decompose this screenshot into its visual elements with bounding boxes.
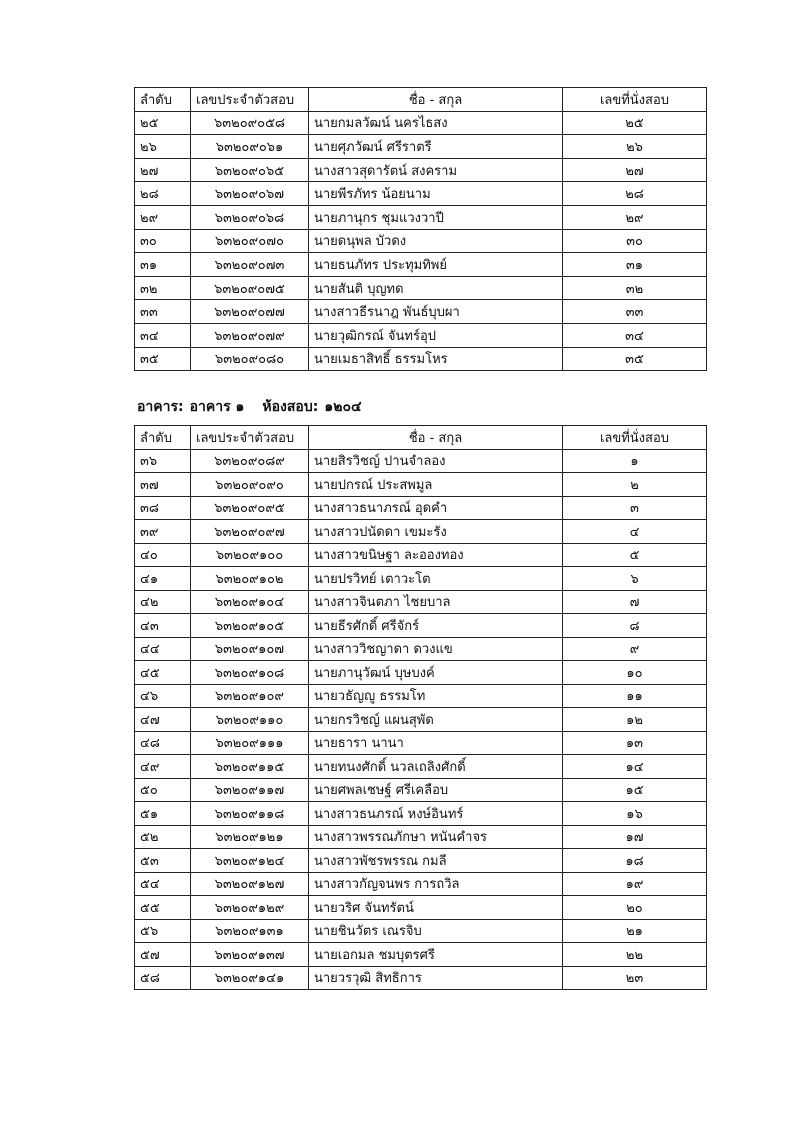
cell-seat: ๓๓ [563, 300, 707, 324]
cell-order: ๓๕ [135, 347, 191, 371]
table-row [135, 543, 707, 567]
cell-order: ๔๙ [135, 755, 191, 779]
table-row [135, 778, 707, 802]
cell-exam-id: ๖๓๒๐๙๑๐๘ [191, 661, 309, 685]
cell-name: นางสาววิชญาดา ดวงแข [309, 637, 563, 661]
cell-name: นายภานุกร ชุมแวงวาปี [309, 205, 563, 229]
table-row [135, 590, 707, 614]
cell-order: ๓๓ [135, 300, 191, 324]
cell-name: นายชินวัตร เณรจิบ [309, 919, 563, 943]
cell-seat: ๒๖ [563, 135, 707, 159]
cell-order: ๒๖ [135, 135, 191, 159]
cell-order: ๕๘ [135, 966, 191, 990]
cell-exam-id: ๖๓๒๐๙๐๗๗ [191, 300, 309, 324]
cell-exam-id: ๖๓๒๐๙๑๑๘ [191, 802, 309, 826]
room-label: ห้องสอบ: [262, 399, 319, 415]
table-row [135, 943, 707, 967]
cell-name: นายพีรภัทร น้อยนาม [309, 182, 563, 206]
cell-seat: ๑๒ [563, 708, 707, 732]
cell-seat: ๓๐ [563, 229, 707, 253]
cell-seat: ๒๙ [563, 205, 707, 229]
cell-seat: ๗ [563, 590, 707, 614]
table-row [135, 300, 707, 324]
cell-seat: ๑๕ [563, 778, 707, 802]
cell-order: ๓๘ [135, 496, 191, 520]
cell-name: นายวธัญญู ธรรมโท [309, 684, 563, 708]
cell-name: นางสาวสุดารัตน์ สงคราม [309, 158, 563, 182]
cell-name: นายกรวิชญ์ แผนสุพัด [309, 708, 563, 732]
table-row [135, 637, 707, 661]
cell-order: ๒๙ [135, 205, 191, 229]
cell-exam-id: ๖๓๒๐๙๑๒๔ [191, 849, 309, 873]
table-row [135, 708, 707, 732]
cell-exam-id: ๖๓๒๐๙๑๓๗ [191, 943, 309, 967]
table-body [135, 111, 707, 371]
cell-exam-id: ๖๓๒๐๙๐๘๐ [191, 347, 309, 371]
cell-order: ๓๐ [135, 229, 191, 253]
cell-order: ๔๕ [135, 661, 191, 685]
table-row [135, 567, 707, 591]
table-row [135, 276, 707, 300]
cell-name: นางสาวพัชรพรรณ กมลี [309, 849, 563, 873]
header-exam-id: เลขประจำตัวสอบ [191, 426, 309, 450]
cell-seat: ๖ [563, 567, 707, 591]
cell-name: นายธารา นานา [309, 731, 563, 755]
cell-name: นายศุภวัฒน์ ศรีราตรี [309, 135, 563, 159]
cell-seat: ๑๐ [563, 661, 707, 685]
table-row [135, 919, 707, 943]
cell-exam-id: ๖๓๒๐๙๐๕๘ [191, 111, 309, 135]
table-row [135, 135, 707, 159]
cell-name: นางสาวกัญจนพร การถวิล [309, 872, 563, 896]
cell-name: นายทนงศักดิ์ นวลเถลิงศักดิ์ [309, 755, 563, 779]
seating-table-1 [134, 87, 707, 371]
cell-name: นายสิรวิชญ์ ปานจำลอง [309, 449, 563, 473]
cell-order: ๒๘ [135, 182, 191, 206]
cell-seat: ๓๒ [563, 276, 707, 300]
table-header-row [135, 426, 707, 450]
cell-name: นายภานุวัฒน์ บุษบงค์ [309, 661, 563, 685]
cell-seat: ๑๑ [563, 684, 707, 708]
header-name: ชื่อ - สกุล [309, 426, 563, 450]
cell-order: ๓๑ [135, 253, 191, 277]
cell-exam-id: ๖๓๒๐๙๑๐๔ [191, 590, 309, 614]
cell-exam-id: ๖๓๒๐๙๐๖๕ [191, 158, 309, 182]
cell-name: นายเอกมล ชมบุตรศรี [309, 943, 563, 967]
cell-order: ๕๕ [135, 896, 191, 920]
cell-seat: ๑๙ [563, 872, 707, 896]
table-row [135, 896, 707, 920]
cell-name: นายปกรณ์ ประสพมูล [309, 473, 563, 497]
cell-name: นายดนุพล บัวดง [309, 229, 563, 253]
table-row [135, 520, 707, 544]
cell-seat: ๒๐ [563, 896, 707, 920]
cell-name: นายวริศ จันทรัตน์ [309, 896, 563, 920]
cell-seat: ๔ [563, 520, 707, 544]
cell-exam-id: ๖๓๒๐๙๑๓๑ [191, 919, 309, 943]
cell-seat: ๙ [563, 637, 707, 661]
cell-exam-id: ๖๓๒๐๙๑๑๗ [191, 778, 309, 802]
cell-exam-id: ๖๓๒๐๙๐๖๑ [191, 135, 309, 159]
table-row [135, 111, 707, 135]
header-order: ลำดับ [135, 426, 191, 450]
cell-exam-id: ๖๓๒๐๙๐๗๐ [191, 229, 309, 253]
cell-name: นางสาวธีรนาฎ พันธ์บุบผา [309, 300, 563, 324]
header-exam-id: เลขประจำตัวสอบ [191, 88, 309, 112]
cell-order: ๓๖ [135, 449, 191, 473]
cell-order: ๒๗ [135, 158, 191, 182]
table-row [135, 182, 707, 206]
cell-order: ๕๔ [135, 872, 191, 896]
cell-seat: ๓ [563, 496, 707, 520]
cell-order: ๔๔ [135, 637, 191, 661]
cell-exam-id: ๖๓๒๐๙๐๗๕ [191, 276, 309, 300]
cell-seat: ๒๑ [563, 919, 707, 943]
cell-exam-id: ๖๓๒๐๙๑๑๕ [191, 755, 309, 779]
cell-order: ๕๐ [135, 778, 191, 802]
table-header-row [135, 88, 707, 112]
cell-exam-id: ๖๓๒๐๙๐๗๓ [191, 253, 309, 277]
cell-name: นายกมลวัฒน์ นครไธสง [309, 111, 563, 135]
table-row [135, 496, 707, 520]
cell-exam-id: ๖๓๒๐๙๑๐๐ [191, 543, 309, 567]
cell-seat: ๑๖ [563, 802, 707, 826]
table-row [135, 825, 707, 849]
cell-order: ๕๖ [135, 919, 191, 943]
table-body [135, 449, 707, 990]
table-row [135, 205, 707, 229]
cell-order: ๕๗ [135, 943, 191, 967]
cell-seat: ๑๘ [563, 849, 707, 873]
table-row [135, 966, 707, 990]
cell-name: นายเมธาสิทธิ์ ธรรมโหร [309, 347, 563, 371]
cell-name: นายธีรศักดิ์ ศรีจักร์ [309, 614, 563, 638]
cell-exam-id: ๖๓๒๐๙๐๗๙ [191, 323, 309, 347]
cell-seat: ๓๑ [563, 253, 707, 277]
cell-order: ๔๓ [135, 614, 191, 638]
cell-seat: ๒๒ [563, 943, 707, 967]
cell-name: นายธนภัทร ประทุมทิพย์ [309, 253, 563, 277]
cell-order: ๕๒ [135, 825, 191, 849]
seating-table-2 [134, 425, 707, 990]
cell-order: ๓๔ [135, 323, 191, 347]
cell-order: ๔๗ [135, 708, 191, 732]
table-row [135, 229, 707, 253]
cell-seat: ๘ [563, 614, 707, 638]
cell-seat: ๓๔ [563, 323, 707, 347]
table-row [135, 323, 707, 347]
cell-seat: ๑๔ [563, 755, 707, 779]
cell-exam-id: ๖๓๒๐๙๑๑๑ [191, 731, 309, 755]
cell-exam-id: ๖๓๒๐๙๐๙๗ [191, 520, 309, 544]
table-row [135, 614, 707, 638]
cell-seat: ๕ [563, 543, 707, 567]
cell-exam-id: ๖๓๒๐๙๑๔๑ [191, 966, 309, 990]
cell-exam-id: ๖๓๒๐๙๐๖๘ [191, 205, 309, 229]
cell-exam-id: ๖๓๒๐๙๑๑๐ [191, 708, 309, 732]
room-value: ๑๒๐๔ [324, 399, 362, 415]
cell-seat: ๑๓ [563, 731, 707, 755]
cell-seat: ๒๕ [563, 111, 707, 135]
table-row [135, 802, 707, 826]
cell-order: ๔๑ [135, 567, 191, 591]
building-label: อาคาร: [137, 399, 184, 415]
header-order: ลำดับ [135, 88, 191, 112]
header-seat: เลขที่นั่งสอบ [563, 88, 707, 112]
cell-order: ๔๐ [135, 543, 191, 567]
table-row [135, 449, 707, 473]
cell-seat: ๓๕ [563, 347, 707, 371]
table-row [135, 158, 707, 182]
table-row [135, 872, 707, 896]
cell-exam-id: ๖๓๒๐๙๐๙๐ [191, 473, 309, 497]
cell-name: นายวรวุฒิ สิทธิการ [309, 966, 563, 990]
table-row [135, 473, 707, 497]
cell-exam-id: ๖๓๒๐๙๑๐๕ [191, 614, 309, 638]
cell-order: ๓๙ [135, 520, 191, 544]
cell-exam-id: ๖๓๒๐๙๐๙๕ [191, 496, 309, 520]
cell-exam-id: ๖๓๒๐๙๑๒๑ [191, 825, 309, 849]
table-row [135, 684, 707, 708]
cell-order: ๔๒ [135, 590, 191, 614]
header-seat: เลขที่นั่งสอบ [563, 426, 707, 450]
cell-exam-id: ๖๓๒๐๙๑๒๗ [191, 872, 309, 896]
header-name: ชื่อ - สกุล [309, 88, 563, 112]
cell-name: นายศพลเชษฐ์ ศรีเคลือบ [309, 778, 563, 802]
table-row [135, 849, 707, 873]
cell-seat: ๒๗ [563, 158, 707, 182]
table-row [135, 661, 707, 685]
cell-order: ๓๗ [135, 473, 191, 497]
cell-seat: ๒ [563, 473, 707, 497]
building-value: อาคาร ๑ [189, 399, 245, 415]
cell-order: ๓๒ [135, 276, 191, 300]
cell-order: ๒๕ [135, 111, 191, 135]
cell-order: ๔๘ [135, 731, 191, 755]
cell-seat: ๑๗ [563, 825, 707, 849]
cell-name: นางสาวธนาภรณ์ อุดคำ [309, 496, 563, 520]
cell-name: นางสาวจินตภา ไชยบาล [309, 590, 563, 614]
table-row [135, 755, 707, 779]
room-heading [137, 396, 368, 418]
cell-exam-id: ๖๓๒๐๙๐๘๙ [191, 449, 309, 473]
cell-name: นางสาวขนิษฐา ละอองทอง [309, 543, 563, 567]
cell-name: นายวุฒิกรณ์ จันทร์อุป [309, 323, 563, 347]
cell-name: นางสาวธนภรณ์ หงษ์อินทร์ [309, 802, 563, 826]
cell-seat: ๑ [563, 449, 707, 473]
table-row [135, 253, 707, 277]
table-row [135, 347, 707, 371]
cell-order: ๕๓ [135, 849, 191, 873]
cell-exam-id: ๖๓๒๐๙๑๐๙ [191, 684, 309, 708]
cell-name: นางสาวปนัดดา เขมะรัง [309, 520, 563, 544]
cell-exam-id: ๖๓๒๐๙๑๒๙ [191, 896, 309, 920]
cell-order: ๕๑ [135, 802, 191, 826]
cell-order: ๔๖ [135, 684, 191, 708]
cell-name: นางสาวพรรณภักษา หนันคำจร [309, 825, 563, 849]
cell-seat: ๒๓ [563, 966, 707, 990]
cell-seat: ๒๘ [563, 182, 707, 206]
cell-name: นายปรวิทย์ เตาวะโต [309, 567, 563, 591]
cell-exam-id: ๖๓๒๐๙๑๐๗ [191, 637, 309, 661]
cell-exam-id: ๖๓๒๐๙๑๐๒ [191, 567, 309, 591]
table-row [135, 731, 707, 755]
cell-name: นายสันติ บุญทด [309, 276, 563, 300]
cell-exam-id: ๖๓๒๐๙๐๖๗ [191, 182, 309, 206]
